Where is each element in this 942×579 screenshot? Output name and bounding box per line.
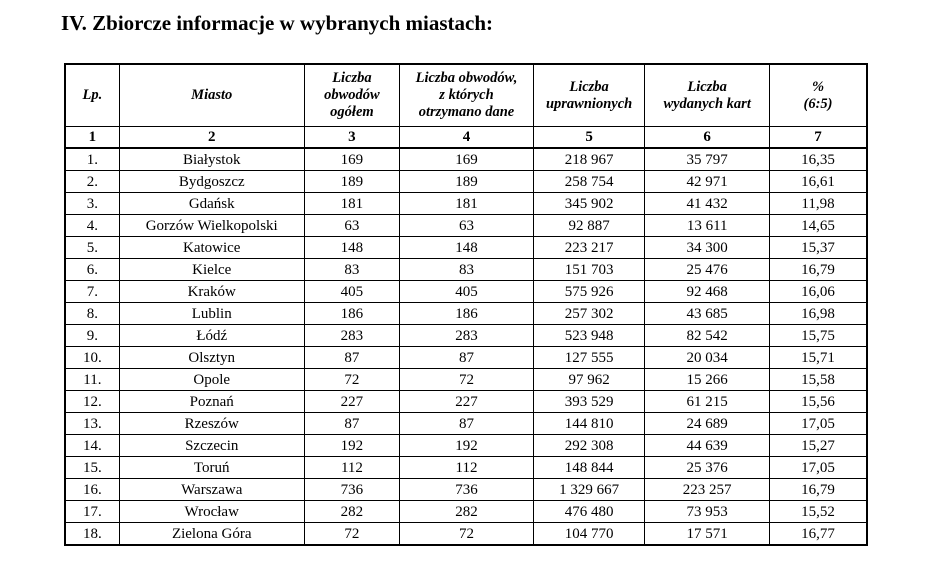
percent-cell: 16,61	[769, 171, 867, 193]
districts-reported-cell: 405	[400, 281, 534, 303]
eligible-voters-cell: 218 967	[533, 148, 645, 171]
districts-total-cell: 87	[304, 347, 399, 369]
percent-cell: 16,77	[769, 523, 867, 546]
districts-reported-cell: 87	[400, 347, 534, 369]
header-uprawnionych: Liczba uprawnionych	[533, 64, 645, 127]
districts-reported-cell: 63	[400, 215, 534, 237]
city-cell: Lublin	[119, 303, 304, 325]
districts-total-cell: 87	[304, 413, 399, 435]
districts-total-cell: 72	[304, 369, 399, 391]
districts-total-cell: 148	[304, 237, 399, 259]
page-title: IV. Zbiorcze informacje w wybranych miastach:	[61, 11, 494, 35]
table-row	[65, 325, 867, 347]
header-obwody-z-danymi: Liczba obwodów, z których otrzymano dane	[400, 64, 534, 127]
table-row	[65, 171, 867, 193]
districts-total-cell: 186	[304, 303, 399, 325]
ballots-issued-cell: 223 257	[645, 479, 770, 501]
column-number: 5	[533, 127, 645, 149]
percent-cell: 15,52	[769, 501, 867, 523]
districts-total-cell: 72	[304, 523, 399, 546]
eligible-voters-cell: 523 948	[533, 325, 645, 347]
ballots-issued-cell: 41 432	[645, 193, 770, 215]
lp-cell: 5.	[65, 237, 119, 259]
ballots-issued-cell: 61 215	[645, 391, 770, 413]
city-cell: Toruń	[119, 457, 304, 479]
city-cell: Rzeszów	[119, 413, 304, 435]
city-cell: Wrocław	[119, 501, 304, 523]
column-number: 4	[400, 127, 534, 149]
lp-cell: 13.	[65, 413, 119, 435]
table-row	[65, 303, 867, 325]
ballots-issued-cell: 25 476	[645, 259, 770, 281]
lp-cell: 7.	[65, 281, 119, 303]
ballots-issued-cell: 34 300	[645, 237, 770, 259]
lp-cell: 8.	[65, 303, 119, 325]
eligible-voters-cell: 257 302	[533, 303, 645, 325]
districts-reported-cell: 736	[400, 479, 534, 501]
city-cell: Opole	[119, 369, 304, 391]
ballots-issued-cell: 20 034	[645, 347, 770, 369]
percent-cell: 16,06	[769, 281, 867, 303]
table-row	[65, 148, 867, 171]
eligible-voters-cell: 151 703	[533, 259, 645, 281]
header-lp: Lp.	[65, 64, 119, 127]
eligible-voters-cell: 1 329 667	[533, 479, 645, 501]
districts-reported-cell: 72	[400, 369, 534, 391]
lp-cell: 1.	[65, 148, 119, 171]
city-cell: Katowice	[119, 237, 304, 259]
lp-cell: 15.	[65, 457, 119, 479]
header-miasto: Miasto	[119, 64, 304, 127]
city-cell: Kielce	[119, 259, 304, 281]
ballots-issued-cell: 92 468	[645, 281, 770, 303]
lp-cell: 6.	[65, 259, 119, 281]
districts-reported-cell: 87	[400, 413, 534, 435]
city-summary-table	[64, 63, 868, 546]
ballots-issued-cell: 15 266	[645, 369, 770, 391]
percent-cell: 15,58	[769, 369, 867, 391]
lp-cell: 10.	[65, 347, 119, 369]
header-row	[65, 64, 867, 127]
ballots-issued-cell: 42 971	[645, 171, 770, 193]
districts-reported-cell: 283	[400, 325, 534, 347]
header-liczba-obwodow: Liczba obwodów ogółem	[304, 64, 399, 127]
column-number: 1	[65, 127, 119, 149]
districts-reported-cell: 112	[400, 457, 534, 479]
table-row	[65, 237, 867, 259]
city-cell: Warszawa	[119, 479, 304, 501]
lp-cell: 3.	[65, 193, 119, 215]
eligible-voters-cell: 97 962	[533, 369, 645, 391]
districts-total-cell: 112	[304, 457, 399, 479]
lp-cell: 2.	[65, 171, 119, 193]
city-cell: Szczecin	[119, 435, 304, 457]
column-number: 7	[769, 127, 867, 149]
lp-cell: 11.	[65, 369, 119, 391]
city-cell: Olsztyn	[119, 347, 304, 369]
districts-total-cell: 283	[304, 325, 399, 347]
districts-reported-cell: 186	[400, 303, 534, 325]
eligible-voters-cell: 104 770	[533, 523, 645, 546]
table-row	[65, 501, 867, 523]
city-cell: Poznań	[119, 391, 304, 413]
ballots-issued-cell: 17 571	[645, 523, 770, 546]
header-procent: % (6:5)	[769, 64, 867, 127]
districts-total-cell: 83	[304, 259, 399, 281]
percent-cell: 15,37	[769, 237, 867, 259]
column-number-row	[65, 127, 867, 149]
districts-total-cell: 189	[304, 171, 399, 193]
lp-cell: 18.	[65, 523, 119, 546]
eligible-voters-cell: 144 810	[533, 413, 645, 435]
lp-cell: 12.	[65, 391, 119, 413]
table-row	[65, 193, 867, 215]
column-number: 6	[645, 127, 770, 149]
districts-total-cell: 405	[304, 281, 399, 303]
eligible-voters-cell: 393 529	[533, 391, 645, 413]
city-cell: Białystok	[119, 148, 304, 171]
ballots-issued-cell: 24 689	[645, 413, 770, 435]
eligible-voters-cell: 345 902	[533, 193, 645, 215]
eligible-voters-cell: 92 887	[533, 215, 645, 237]
districts-total-cell: 282	[304, 501, 399, 523]
districts-total-cell: 63	[304, 215, 399, 237]
city-cell: Gorzów Wielkopolski	[119, 215, 304, 237]
percent-cell: 17,05	[769, 457, 867, 479]
table-row	[65, 215, 867, 237]
lp-cell: 17.	[65, 501, 119, 523]
eligible-voters-cell: 127 555	[533, 347, 645, 369]
eligible-voters-cell: 476 480	[533, 501, 645, 523]
percent-cell: 15,27	[769, 435, 867, 457]
column-number: 3	[304, 127, 399, 149]
city-cell: Łódź	[119, 325, 304, 347]
table-row	[65, 281, 867, 303]
districts-reported-cell: 148	[400, 237, 534, 259]
ballots-issued-cell: 44 639	[645, 435, 770, 457]
districts-reported-cell: 181	[400, 193, 534, 215]
table-row	[65, 435, 867, 457]
districts-reported-cell: 83	[400, 259, 534, 281]
ballots-issued-cell: 13 611	[645, 215, 770, 237]
eligible-voters-cell: 223 217	[533, 237, 645, 259]
districts-total-cell: 227	[304, 391, 399, 413]
lp-cell: 14.	[65, 435, 119, 457]
table-row	[65, 347, 867, 369]
districts-total-cell: 736	[304, 479, 399, 501]
percent-cell: 16,79	[769, 479, 867, 501]
districts-reported-cell: 282	[400, 501, 534, 523]
column-number: 2	[119, 127, 304, 149]
eligible-voters-cell: 148 844	[533, 457, 645, 479]
districts-reported-cell: 169	[400, 148, 534, 171]
districts-reported-cell: 189	[400, 171, 534, 193]
ballots-issued-cell: 35 797	[645, 148, 770, 171]
city-cell: Gdańsk	[119, 193, 304, 215]
lp-cell: 16.	[65, 479, 119, 501]
districts-reported-cell: 227	[400, 391, 534, 413]
percent-cell: 15,56	[769, 391, 867, 413]
header-wydanych-kart: Liczba wydanych kart	[645, 64, 770, 127]
districts-reported-cell: 192	[400, 435, 534, 457]
lp-cell: 4.	[65, 215, 119, 237]
city-cell: Bydgoszcz	[119, 171, 304, 193]
table-row	[65, 457, 867, 479]
districts-total-cell: 181	[304, 193, 399, 215]
table-body	[65, 148, 867, 545]
districts-total-cell: 169	[304, 148, 399, 171]
ballots-issued-cell: 43 685	[645, 303, 770, 325]
percent-cell: 16,98	[769, 303, 867, 325]
ballots-issued-cell: 73 953	[645, 501, 770, 523]
eligible-voters-cell: 292 308	[533, 435, 645, 457]
table-row	[65, 413, 867, 435]
city-cell: Kraków	[119, 281, 304, 303]
table-row	[65, 391, 867, 413]
districts-total-cell: 192	[304, 435, 399, 457]
percent-cell: 16,79	[769, 259, 867, 281]
percent-cell: 14,65	[769, 215, 867, 237]
table-row	[65, 259, 867, 281]
table-row	[65, 479, 867, 501]
percent-cell: 16,35	[769, 148, 867, 171]
percent-cell: 17,05	[769, 413, 867, 435]
percent-cell: 15,71	[769, 347, 867, 369]
ballots-issued-cell: 25 376	[645, 457, 770, 479]
eligible-voters-cell: 258 754	[533, 171, 645, 193]
city-cell: Zielona Góra	[119, 523, 304, 546]
table-row	[65, 523, 867, 546]
percent-cell: 11,98	[769, 193, 867, 215]
districts-reported-cell: 72	[400, 523, 534, 546]
ballots-issued-cell: 82 542	[645, 325, 770, 347]
table-row	[65, 369, 867, 391]
eligible-voters-cell: 575 926	[533, 281, 645, 303]
percent-cell: 15,75	[769, 325, 867, 347]
lp-cell: 9.	[65, 325, 119, 347]
